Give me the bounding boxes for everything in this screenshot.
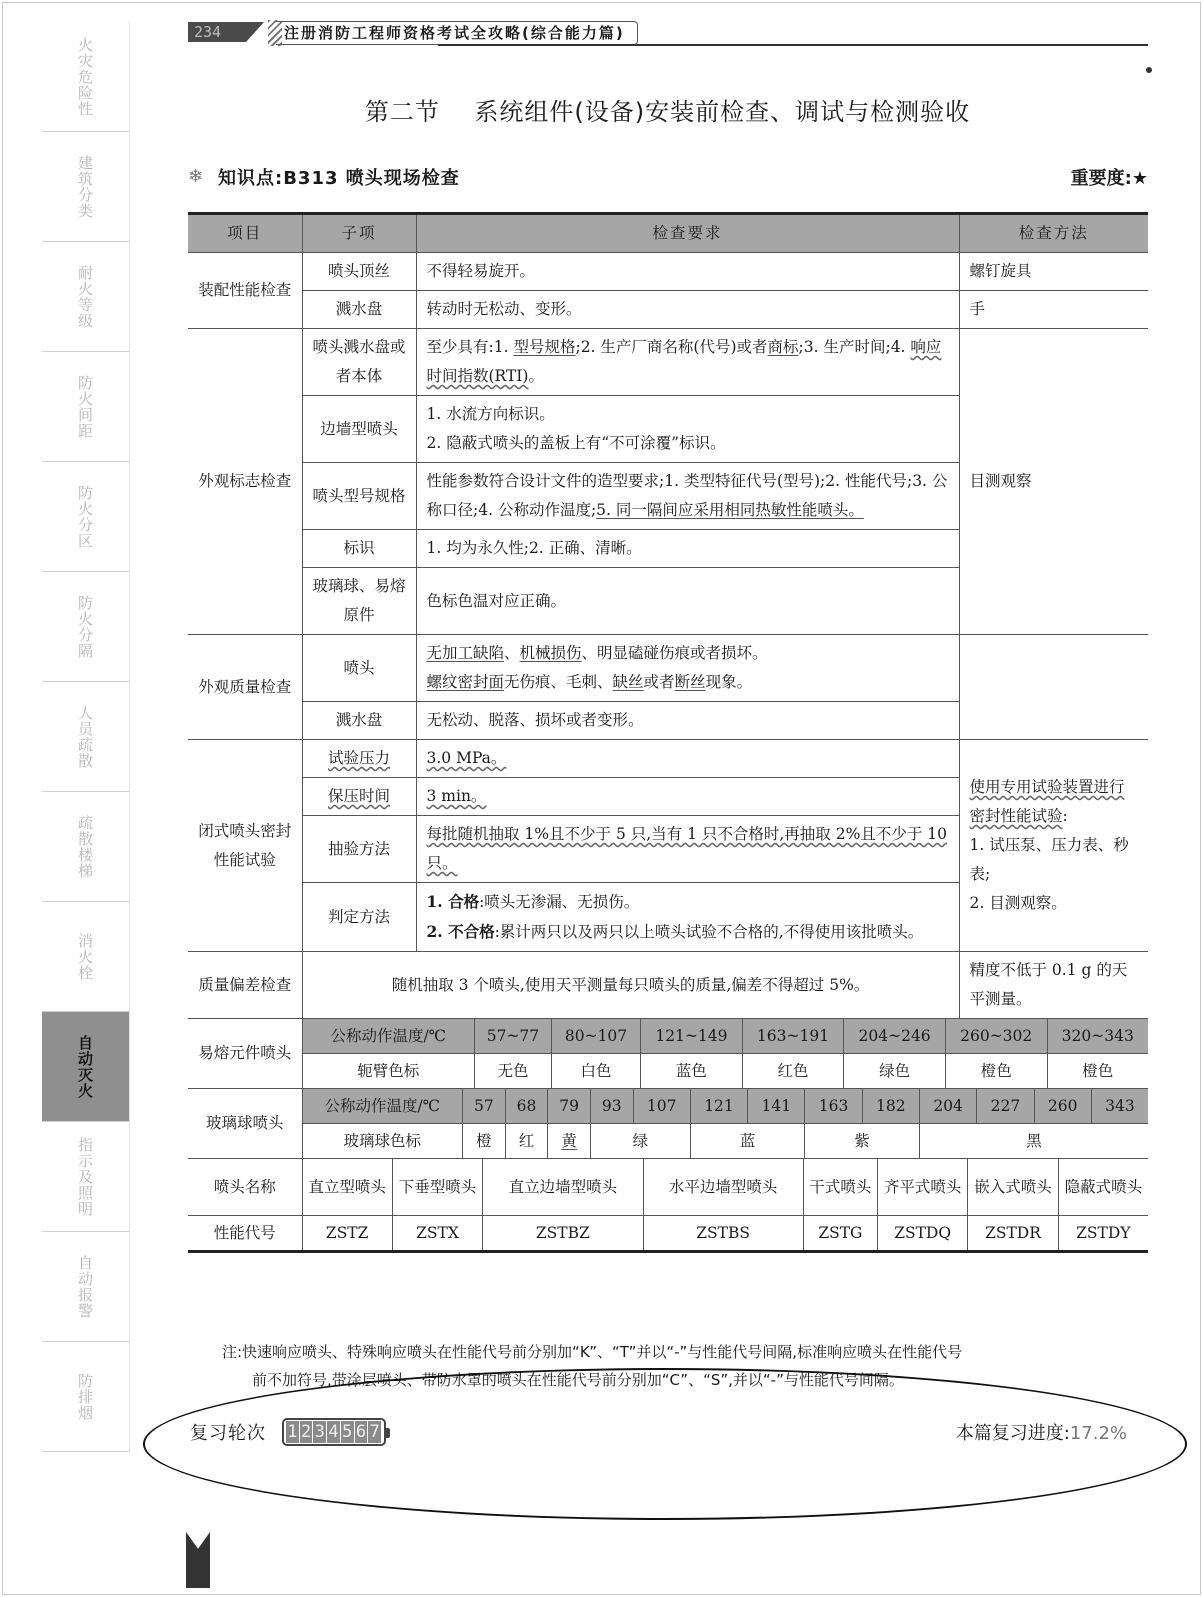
temp-cell: 107 [633, 1089, 690, 1124]
color-cell: 绿 [590, 1124, 690, 1159]
req-underlined: 机械损伤 [519, 644, 582, 662]
item-cell: 玻璃球喷头 [188, 1089, 302, 1159]
chapter-sidebar [42, 22, 130, 1452]
sub-cell: 抽验方法 [302, 816, 416, 883]
page-number: 234 [188, 22, 246, 42]
requirement-cell [416, 396, 959, 463]
temp-cell: 163~191 [742, 1019, 844, 1054]
method-text: : [1062, 807, 1068, 825]
temp-row [303, 1089, 1149, 1124]
code-label: 性能代号 [188, 1216, 302, 1251]
req-line [427, 668, 949, 697]
name-cell: 隐蔽式喷头 [1058, 1159, 1148, 1216]
temp-cell: 68 [505, 1089, 548, 1124]
review-progress [956, 1419, 1127, 1445]
req-underlined: 型号规格 [513, 338, 576, 356]
sprinkler-inspection-table [188, 212, 1148, 1253]
color-cell: 橙色 [1047, 1054, 1148, 1089]
item-cell: 外观标志检查 [188, 329, 302, 635]
sub-underlined: 试验压力 [327, 749, 390, 767]
code-cell: ZSTBZ [483, 1216, 643, 1251]
sidebar-tab[interactable] [42, 242, 130, 352]
code-cell: ZSTBS [643, 1216, 803, 1251]
item-cell: 外观质量检查 [188, 635, 302, 740]
codes-table-cell [188, 1159, 1148, 1252]
table-row [188, 1019, 1148, 1089]
code-cell: ZSTDQ [877, 1216, 967, 1251]
sidebar-tab-label: 防火间距 [76, 374, 94, 439]
sidebar-tab[interactable] [42, 1232, 130, 1342]
temp-label: 公称动作温度/℃ [303, 1019, 475, 1054]
review-round-cell[interactable]: 5 [342, 1422, 353, 1442]
temp-label: 公称动作温度/℃ [303, 1089, 463, 1124]
requirement-cell: 随机抽取 3 个喷头,使用天平测量每只喷头的质量,偏差不得超过 5%。 [302, 952, 959, 1019]
sidebar-tab-label: 防火分隔 [76, 594, 94, 659]
requirement-cell [416, 635, 959, 702]
req-underlined: 3.0 MPa。 [426, 749, 507, 767]
method-line [970, 773, 1139, 831]
temp-cell: 163 [805, 1089, 862, 1124]
color-row [303, 1054, 1149, 1089]
review-round-cell[interactable]: 2 [300, 1422, 312, 1442]
requirement-cell [416, 816, 959, 883]
method-underlined: 使用专用试验装置进行密封性能试验 [969, 778, 1125, 825]
importance-rating: 重要度:★ [1070, 168, 1148, 189]
sidebar-tab[interactable] [42, 1122, 130, 1232]
header-method: 检查方法 [959, 214, 1148, 253]
req-line: 2. 隐蔽式喷头的盖板上有“不可涂覆”标识。 [426, 434, 726, 452]
requirement-cell: 色标色温对应正确。 [416, 568, 959, 635]
color-cell: 无色 [475, 1054, 552, 1089]
item-cell: 装配性能检查 [188, 253, 302, 329]
requirement-cell: 1. 均为永久性;2. 正确、清晰。 [416, 530, 959, 568]
sidebar-tab[interactable] [42, 792, 130, 902]
name-cell: 干式喷头 [803, 1159, 877, 1216]
name-row [188, 1159, 1148, 1216]
requirement-cell: 不得轻易旋开。 [416, 253, 959, 291]
req-line [427, 887, 949, 917]
req-text: 、明显磕碰伤痕或者损坏。 [581, 644, 768, 662]
sidebar-tab-label: 防火分区 [76, 484, 94, 549]
section-title [0, 92, 1203, 127]
review-round-cell[interactable]: 4 [328, 1422, 339, 1442]
requirement-cell [416, 463, 959, 530]
name-label: 喷头名称 [213, 1178, 276, 1196]
header-sub: 子项 [302, 214, 416, 253]
sidebar-tab-label: 自动报警 [76, 1254, 94, 1319]
section-heading: 系统组件(设备)安装前检查、调试与检测验收 [474, 98, 971, 126]
method-line: 2. 目测观察。 [969, 894, 1067, 912]
sidebar-tab-active[interactable] [42, 1012, 130, 1122]
sidebar-tab[interactable] [42, 902, 130, 1012]
req-keyword: 1. 合格 [426, 892, 480, 911]
sidebar-tab-label: 指示及照明 [76, 1136, 94, 1217]
sidebar-tab-label: 疏散楼梯 [76, 814, 94, 879]
color-cell: 橙色 [945, 1054, 1047, 1089]
requirement-cell [416, 883, 959, 952]
temp-cell: 343 [1091, 1089, 1148, 1124]
sidebar-tab-label: 自动灭火 [76, 1034, 94, 1099]
req-text: 至少具有:1. [426, 338, 514, 356]
req-text: ;2. 生产厂商名称(代号)或者 [575, 338, 768, 356]
header-dot [1146, 67, 1152, 73]
sidebar-tab[interactable] [42, 572, 130, 682]
sub-cell: 溅水盘 [302, 702, 416, 740]
sidebar-tab-label: 人员疏散 [76, 704, 94, 769]
req-text: 性能参数符合设计文件的造型要求;1. 类型特征代号(型号);2. 性能代号;3. 公称口径;4. 公称动作温度; [426, 472, 948, 519]
name-cell: 下垂型喷头 [392, 1159, 482, 1216]
temp-cell: 182 [862, 1089, 919, 1124]
req-underlined: 响应时间指数(RTI) [426, 338, 942, 385]
review-round-label: 复习轮次 [190, 1423, 266, 1444]
table-row [188, 329, 1148, 396]
code-row [188, 1216, 1148, 1251]
req-underlined: 商标 [767, 338, 799, 356]
temp-cell: 80~107 [551, 1019, 640, 1054]
req-text: 、 [504, 644, 520, 662]
color-underlined: 黄 [561, 1132, 577, 1150]
fusible-color-table [303, 1019, 1149, 1088]
temp-cell: 204 [919, 1089, 976, 1124]
sidebar-tab[interactable] [42, 682, 130, 792]
sub-cell: 标识 [302, 530, 416, 568]
sidebar-tab-label: 火灾危险性 [76, 36, 94, 117]
method-cell: 手 [959, 291, 1148, 329]
color-cell: 紫 [805, 1124, 920, 1159]
review-round-cell[interactable]: 3 [314, 1422, 325, 1442]
sub-cell: 喷头 [302, 635, 416, 702]
snowflake-icon: ❄ [188, 166, 204, 187]
req-text: :喷头无渗漏、无损伤。 [479, 893, 640, 911]
sidebar-tab-label: 耐火等级 [76, 264, 94, 329]
footnote-line: 注:快速响应喷头、特殊响应喷头在性能代号前分别加“K”、“T”并以“-”与性能代号间隔,标准响应喷头在性能代号 [222, 1343, 963, 1361]
item-cell: 易熔元件喷头 [188, 1019, 302, 1089]
req-underlined: 螺纹密封面 [426, 673, 505, 691]
name-cell: 直立边墙型喷头 [483, 1159, 643, 1216]
temp-cell: 320~343 [1047, 1019, 1148, 1054]
header-rule [438, 44, 1148, 46]
review-progress-value: 17.2% [1069, 1423, 1127, 1444]
req-underlined: 断丝 [674, 673, 706, 691]
req-text: 无伤痕、毛刺、 [504, 673, 613, 691]
temp-cell: 227 [977, 1089, 1034, 1124]
temp-cell: 141 [748, 1089, 805, 1124]
sidebar-tab[interactable] [42, 1342, 130, 1452]
table-header-row [188, 214, 1148, 253]
color-row [303, 1124, 1149, 1159]
sub-cell: 喷头顶丝 [302, 253, 416, 291]
method-cell: 精度不低于 0.1 g 的天平测量。 [959, 952, 1148, 1019]
review-round-cell[interactable]: 7 [369, 1422, 380, 1442]
color-cell: 红色 [742, 1054, 844, 1089]
req-line: 1. 水流方向标识。 [426, 405, 555, 423]
review-round-cell[interactable]: 1 [287, 1422, 298, 1442]
color-cell: 红 [505, 1124, 548, 1159]
code-cell: ZSTX [392, 1216, 482, 1251]
knowledge-point-label: 知识点:B313 喷头现场检查 [218, 168, 460, 189]
sidebar-tab[interactable] [42, 462, 130, 572]
requirement-cell [416, 329, 959, 396]
req-text: :累计两只以及两只以上喷头试验不合格的,不得使用该批喷头。 [494, 923, 924, 941]
temp-cell: 57 [463, 1089, 506, 1124]
method-cell [959, 740, 1148, 952]
name-cell: 水平边墙型喷头 [643, 1159, 803, 1216]
color-cell: 橙 [463, 1124, 506, 1159]
method-cell: 螺钉旋具 [959, 253, 1148, 291]
page-number-tab [246, 22, 264, 42]
req-line [427, 917, 949, 947]
req-underlined: 无加工缺陷 [426, 644, 505, 662]
temp-cell: 121~149 [641, 1019, 743, 1054]
sidebar-tab-label: 防排烟 [76, 1372, 94, 1421]
glass-color-table [303, 1089, 1149, 1158]
table-row [188, 291, 1148, 329]
book-title: 注册消防工程师资格考试全攻略(综合能力篇) [276, 21, 638, 45]
temp-cell: 260 [1034, 1089, 1091, 1124]
sidebar-tab-label: 消火栓 [76, 932, 94, 981]
req-text: 。 [528, 367, 544, 385]
running-header [188, 20, 1148, 46]
req-keyword: 2. 不合格 [426, 922, 495, 941]
method-line: 1. 试压泵、压力表、秒表; [969, 836, 1129, 883]
color-cell: 白色 [551, 1054, 640, 1089]
sidebar-tab-label: 建筑分类 [76, 154, 94, 219]
temp-cell: 260~302 [945, 1019, 1047, 1054]
sub-cell: 判定方法 [302, 883, 416, 952]
section-number: 第二节 [364, 98, 440, 126]
color-label: 玻璃球色标 [303, 1124, 463, 1159]
sub-cell: 喷头型号规格 [302, 463, 416, 530]
glass-color-table-cell [302, 1089, 1148, 1159]
requirement-cell [416, 740, 959, 778]
table-row [188, 740, 1148, 778]
req-text: 现象。 [705, 673, 753, 691]
review-progress-label: 本篇复习进度: [955, 1423, 1070, 1444]
temp-row [303, 1019, 1149, 1054]
color-label: 轭臂色标 [303, 1054, 475, 1089]
knowledge-point-row [188, 162, 1148, 192]
requirement-cell: 转动时无松动、变形。 [416, 291, 959, 329]
sub-cell: 溅水盘 [302, 291, 416, 329]
req-line [427, 639, 949, 668]
sub-cell: 喷头溅水盘或者本体 [302, 329, 416, 396]
color-cell [548, 1124, 591, 1159]
name-cell: 齐平式喷头 [877, 1159, 967, 1216]
review-round-cell[interactable]: 6 [355, 1422, 367, 1442]
fusible-color-table-cell [302, 1019, 1148, 1089]
method-cell: 目测观察 [959, 329, 1148, 635]
sub-cell: 玻璃球、易熔原件 [302, 568, 416, 635]
table-row [188, 253, 1148, 291]
method-cell [959, 635, 1148, 740]
sidebar-tab[interactable] [42, 132, 130, 242]
color-cell: 蓝 [690, 1124, 805, 1159]
req-text: 或者 [643, 673, 675, 691]
req-underlined: 3 min。 [426, 787, 487, 805]
table-row [188, 635, 1148, 702]
sidebar-tab[interactable] [42, 352, 130, 462]
code-cell: ZSTZ [302, 1216, 392, 1251]
table-row [188, 1089, 1148, 1159]
requirement-cell [416, 778, 959, 816]
req-underlined: 缺丝 [612, 673, 644, 691]
color-cell: 蓝色 [641, 1054, 743, 1089]
header-requirement: 检查要求 [416, 214, 959, 253]
color-cell: 绿色 [844, 1054, 946, 1089]
temp-cell: 121 [690, 1089, 747, 1124]
name-cell: 嵌入式喷头 [968, 1159, 1058, 1216]
code-cell: ZSTDY [1058, 1216, 1148, 1251]
temp-cell: 79 [548, 1089, 591, 1124]
requirement-cell: 无松动、脱落、损坏或者变形。 [416, 702, 959, 740]
req-text: ;3. 生产时间;4. [798, 338, 911, 356]
req-underlined: 5. 同一隔间应采用相同热敏性能喷头。 [596, 501, 864, 519]
temp-cell: 57~77 [475, 1019, 552, 1054]
item-cell: 质量偏差检查 [188, 952, 302, 1019]
sub-cell [302, 778, 416, 816]
sub-cell: 边墙型喷头 [302, 396, 416, 463]
temp-cell: 93 [590, 1089, 633, 1124]
item-cell: 闭式喷头密封性能试验 [188, 740, 302, 952]
temp-cell: 204~246 [844, 1019, 946, 1054]
sprinkler-codes-table [188, 1159, 1148, 1250]
name-cell: 直立型喷头 [302, 1159, 392, 1216]
sub-cell [302, 740, 416, 778]
table-row [188, 952, 1148, 1019]
header-item: 项目 [188, 214, 302, 253]
footnote-line: 前不加符号,带涂层喷头、带防水罩的喷头在性能代号前分别加“C”、“S”,并以“-”与性能代号间隔。 [252, 1371, 904, 1389]
code-cell: ZSTDR [968, 1216, 1058, 1251]
table-row [188, 1159, 1148, 1252]
code-cell: ZSTG [803, 1216, 877, 1251]
req-underlined: 每批随机抽取 1%且不少于 5 只,当有 1 只不合格时,再抽取 2%且不少于 10 只。 [426, 825, 947, 872]
review-round-battery[interactable] [282, 1418, 386, 1446]
sub-underlined: 保压时间 [327, 787, 390, 805]
color-cell: 黑 [919, 1124, 1148, 1159]
